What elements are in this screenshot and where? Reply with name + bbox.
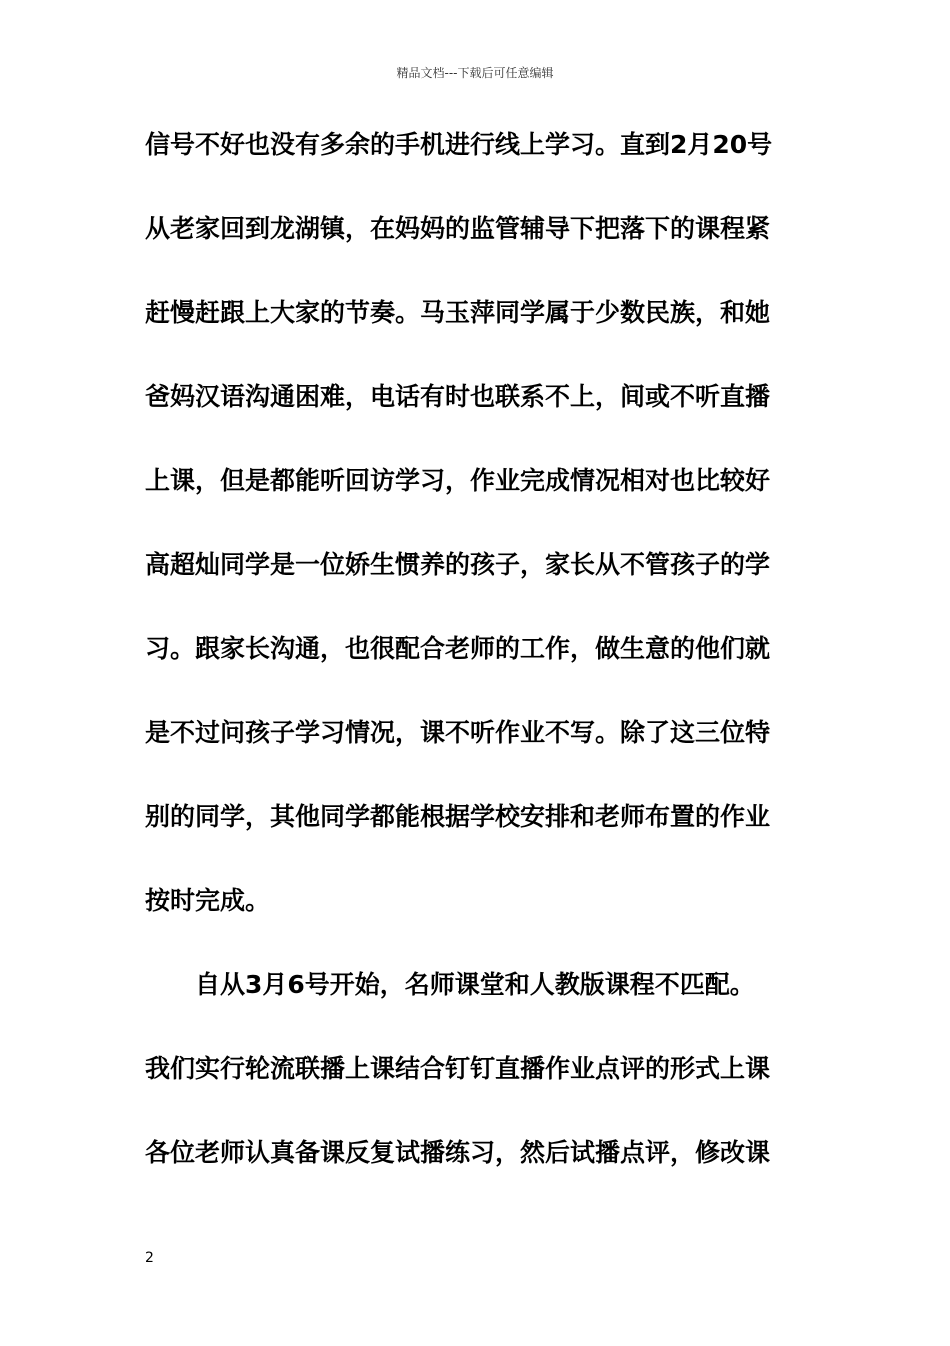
body-line: 赶慢赶跟上大家的节奏。马玉萍同学属于少数民族，和她 (145, 298, 771, 327)
body-line: 各位老师认真备课反复试播练习，然后试播点评，修改课 (145, 1138, 771, 1167)
body-line: 是不过问孩子学习情况，课不听作业不写。除了这三位特 (145, 718, 771, 747)
paragraph-start-line: 自从3月6号开始，名师课堂和人教版课程不匹配。 (195, 970, 755, 999)
page-number: 2 (145, 1250, 154, 1266)
body-line: 高超灿同学是一位娇生惯养的孩子，家长从不管孩子的学 (145, 550, 771, 579)
body-line: 从老家回到龙湖镇，在妈妈的监管辅导下把落下的课程紧 (145, 214, 771, 243)
body-line: 我们实行轮流联播上课结合钉钉直播作业点评的形式上课 (145, 1054, 771, 1083)
body-line: 上课，但是都能听回访学习，作业完成情况相对也比较好 (145, 466, 771, 495)
body-line: 别的同学，其他同学都能根据学校安排和老师布置的作业 (145, 802, 771, 831)
body-line: 习。跟家长沟通，也很配合老师的工作，做生意的他们就 (145, 634, 771, 663)
document-body (145, 124, 810, 1216)
body-line: 爸妈汉语沟通困难，电话有时也联系不上，间或不听直播 (145, 382, 771, 411)
body-line: 信号不好也没有多余的手机进行线上学习。直到2月20号 (145, 130, 773, 159)
body-line: 按时完成。 (145, 886, 271, 915)
page-header: 精品文档---下载后可任意编辑 (396, 66, 554, 80)
